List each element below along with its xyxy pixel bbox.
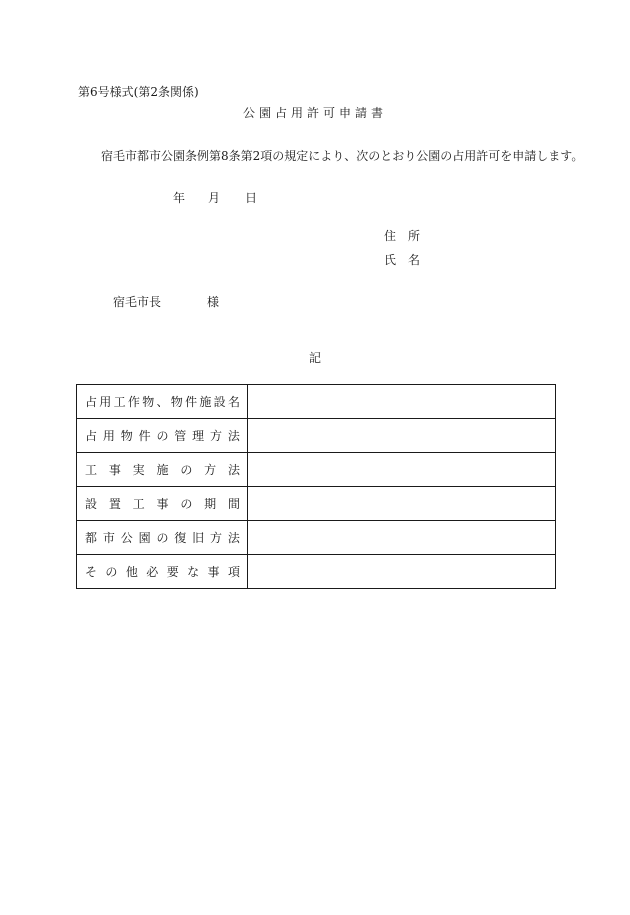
- row-label-char: 理: [192, 429, 205, 443]
- row-label-char: 用: [102, 429, 115, 443]
- row-value-field[interactable]: [248, 487, 556, 521]
- row-label-char: な: [187, 565, 200, 579]
- row-label-char: そ: [85, 565, 98, 579]
- row-label-char: 方: [210, 531, 223, 545]
- row-label-char: 公: [120, 531, 133, 545]
- row-label-char: 実: [132, 463, 145, 477]
- date-year-label: 年: [173, 191, 186, 205]
- row-label-char: 置: [108, 497, 121, 511]
- row-label-char: 物: [142, 395, 155, 409]
- date-day-label: 日: [245, 191, 258, 205]
- row-label-char: 工: [113, 395, 126, 409]
- date-month-label: 月: [208, 191, 221, 205]
- table-row: [77, 555, 556, 589]
- addressee: 宿毛市長: [113, 295, 162, 309]
- row-label-char: 管: [174, 429, 187, 443]
- row-value-field[interactable]: [248, 555, 556, 589]
- row-label-char: の: [180, 463, 193, 477]
- table-row: [77, 419, 556, 453]
- row-label-char: 占: [85, 429, 98, 443]
- row-label-char: の: [156, 531, 169, 545]
- row-label-char: 事: [156, 497, 169, 511]
- row-label-char: 法: [227, 463, 240, 477]
- ki-heading: 記: [308, 351, 321, 365]
- row-label-char: 他: [125, 565, 138, 579]
- table-row: [77, 487, 556, 521]
- row-label-char: 施: [156, 463, 169, 477]
- row-label-char: 施: [199, 395, 212, 409]
- row-value-field[interactable]: [248, 419, 556, 453]
- row-label-char: 方: [204, 463, 217, 477]
- row-label-char: 園: [138, 531, 151, 545]
- name-label: 氏 名: [384, 253, 421, 267]
- row-label-char: 項: [227, 565, 240, 579]
- intro-text: 宿毛市都市公園条例第8条第2項の規定により、次のとおり公園の占用許可を申請します。: [101, 149, 584, 163]
- application-items-table: [76, 384, 556, 589]
- row-label-char: 名: [227, 395, 240, 409]
- row-label-char: 事: [207, 565, 220, 579]
- row-label-char: 法: [227, 531, 240, 545]
- row-label-char: 工: [85, 463, 98, 477]
- row-label-char: 期: [204, 497, 217, 511]
- row-label-char: 設: [85, 497, 98, 511]
- row-label-char: 都: [85, 531, 98, 545]
- addressee-suffix: 様: [207, 295, 220, 309]
- row-label-char: 物: [170, 395, 183, 409]
- row-label-char: の: [156, 429, 169, 443]
- table-row: [77, 453, 556, 487]
- row-label-char: 件: [138, 429, 151, 443]
- row-label-char: 事: [108, 463, 121, 477]
- row-label: [77, 487, 248, 521]
- row-label-char: 用: [99, 395, 112, 409]
- row-value-field[interactable]: [248, 385, 556, 419]
- row-label: [77, 385, 248, 419]
- row-label-char: 物: [120, 429, 133, 443]
- row-label-char: 復: [174, 531, 187, 545]
- row-label-char: 必: [146, 565, 159, 579]
- row-label-char: 作: [127, 395, 140, 409]
- row-label: [77, 555, 248, 589]
- row-label-char: 設: [213, 395, 226, 409]
- row-label-char: 件: [185, 395, 198, 409]
- row-label-char: 工: [132, 497, 145, 511]
- row-label-char: の: [105, 565, 118, 579]
- row-label-char: 方: [210, 429, 223, 443]
- row-label: [77, 521, 248, 555]
- row-label: [77, 453, 248, 487]
- row-label: [77, 419, 248, 453]
- table-row: [77, 385, 556, 419]
- row-label-char: 占: [85, 395, 98, 409]
- row-label-char: 間: [227, 497, 240, 511]
- row-label-char: 旧: [192, 531, 205, 545]
- row-value-field[interactable]: [248, 453, 556, 487]
- row-label-char: 、: [156, 395, 169, 409]
- address-label: 住 所: [384, 229, 421, 243]
- row-value-field[interactable]: [248, 521, 556, 555]
- table-row: [77, 521, 556, 555]
- document-title: 公園占用許可申請書: [242, 106, 387, 120]
- form-number: 第6号様式(第2条関係): [78, 85, 199, 99]
- row-label-char: 要: [166, 565, 179, 579]
- row-label-char: 法: [227, 429, 240, 443]
- row-label-char: の: [180, 497, 193, 511]
- row-label-char: 市: [102, 531, 115, 545]
